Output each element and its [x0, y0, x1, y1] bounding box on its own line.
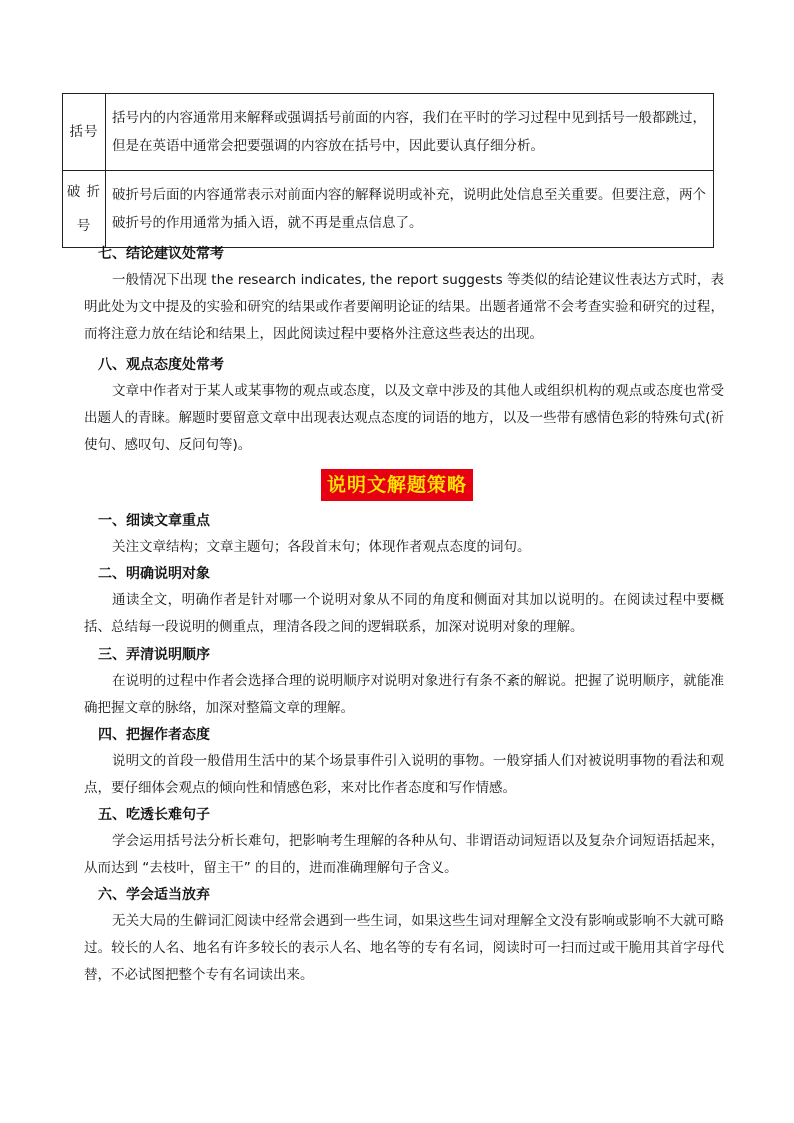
strategy-6 [84, 882, 724, 989]
section-attitude [84, 352, 724, 459]
strategy-4 [84, 722, 724, 802]
strategy-paragraph: 关注文章结构；文章主题句；各段首末句；体现作者观点态度的词句。 [112, 539, 531, 555]
table-text-cell: 破折号后面的内容通常表示对前面内容的解释说明或补充，说明此处信息至关重要。但要注意，两个破折号的作用通常为插入语，就不再是重点信息了。 [106, 171, 714, 248]
strategy-heading: 一、细读文章重点 [98, 513, 210, 529]
section-banner: 说明文解题策略 [321, 469, 473, 501]
section-paragraph: 文章中作者对于某人或某事物的观点或态度，以及文章中涉及的其他人或组织机构的观点或态度也常受出题人的青睐。解题时要留意文章中出现表达观点态度的词语的地方，以及一些带有感情色彩的特殊句式(祈使句、感叹句、反问句等)。 [84, 383, 724, 453]
strategy-heading: 五、吃透长难句子 [98, 807, 210, 823]
punctuation-table [62, 93, 714, 248]
table-label-cell [63, 94, 106, 171]
table-row [63, 171, 714, 248]
section-heading: 七、结论建议处常考 [98, 246, 224, 262]
strategy-3 [84, 642, 724, 722]
table-row [63, 94, 714, 171]
strategy-paragraph: 无关大局的生僻词汇阅读中经常会遇到一些生词，如果这些生词对理解全文没有影响或影响不大就可略过。较长的人名、地名有许多较长的表示人名、地名等的专有名词，阅读时可一扫而过或干脆用其首字母代替，不必试图把整个专有名词读出来。 [84, 913, 724, 983]
strategy-heading: 二、明确说明对象 [98, 566, 210, 582]
strategy-heading: 三、弄清说明顺序 [98, 647, 210, 663]
label-line: 破 折 [66, 184, 102, 200]
table-text-cell: 括号内的内容通常用来解释或强调括号前面的内容，我们在平时的学习过程中见到括号一般都跳过，但是在英语中通常会把要强调的内容放在括号中，因此要认真仔细分析。 [106, 94, 714, 171]
strategy-paragraph: 说明文的首段一般借用生活中的某个场景事件引入说明的事物。一般穿插人们对被说明事物的看法和观点，要仔细体会观点的倾向性和情感色彩，来对比作者态度和写作情感。 [84, 753, 724, 796]
strategy-heading: 四、把握作者态度 [98, 727, 210, 743]
section-paragraph: 一般情况下出现 the research indicates, the report suggests 等类似的结论建议性表达方式时，表明此处为文中提及的实验和研究的结果或作者要阐明论证的结果。出题者通常不会考查实验和研究的过程，而将注意力放在结论和结果上，因此阅读过程中要格外注意这些表达的出现。 [84, 272, 724, 342]
strategy-5 [84, 802, 724, 882]
label-line: 括号 [69, 124, 99, 140]
strategy-paragraph: 在说明的过程中作者会选择合理的说明顺序对说明对象进行有条不紊的解说。把握了说明顺序，就能准确把握文章的脉络，加深对整篇文章的理解。 [84, 673, 724, 716]
strategy-paragraph: 学会运用括号法分析长难句，把影响考生理解的各种从句、非谓语动词短语以及复杂介词短语括起来，从而达到 “去枝叶，留主干” 的目的，进而准确理解句子含义。 [84, 833, 724, 876]
strategy-2 [84, 561, 724, 641]
label-line: 号 [76, 218, 92, 234]
table-label-cell [63, 171, 106, 248]
section-heading: 八、观点态度处常考 [98, 357, 224, 373]
strategy-1 [84, 508, 724, 561]
banner-wrapper [0, 469, 794, 501]
strategy-paragraph: 通读全文，明确作者是针对哪一个说明对象从不同的角度和侧面对其加以说明的。在阅读过程中要概括、总结每一段说明的侧重点，理清各段之间的逻辑联系，加深对说明对象的理解。 [84, 592, 724, 635]
strategy-heading: 六、学会适当放弃 [98, 887, 210, 903]
section-conclusion [84, 241, 724, 348]
